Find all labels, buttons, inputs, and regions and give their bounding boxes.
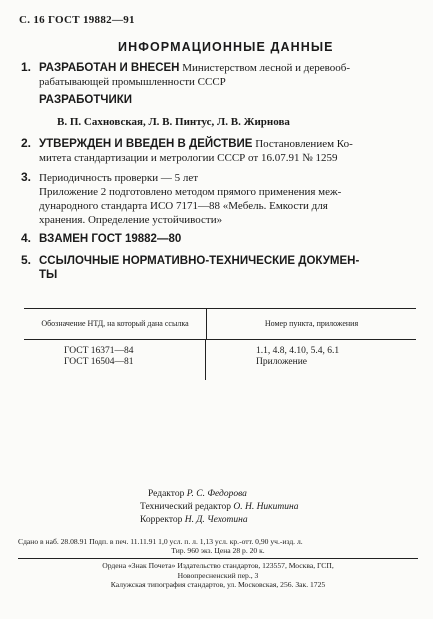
page-title: ИНФОРМАЦИОННЫЕ ДАННЫЕ: [118, 40, 334, 54]
section-3-line-4: хранения. Определение устойчивости»: [39, 214, 223, 226]
section-1-text-2: рабатывающей промышленности СССР: [39, 76, 226, 88]
section-2-text-2: митета стандартизации и метрологии СССР от 16.07.91 № 1259: [39, 152, 338, 164]
section-1-text-1: Министерством лесной и деревооб-: [179, 62, 350, 74]
imprint-block: [18, 537, 418, 590]
imprint-line-5: Калужская типография стандартов, ул. Московская, 256. Зак. 1725: [110, 580, 326, 589]
table-cell-doc: ГОСТ 16371—84: [24, 340, 206, 357]
section-5-heading-cont: ТЫ: [39, 269, 58, 281]
section-2-number: 2.: [21, 136, 32, 150]
imprint-line-3: Ордена «Знак Почета» Издательство стандартов, 123557, Москва, ГСП,: [102, 561, 334, 570]
table-header-ref: Номер пункта, приложения: [264, 319, 359, 328]
tech-editor-label: Технический редактор: [140, 502, 234, 512]
section-5-number: 5.: [21, 253, 32, 267]
table-padding-row: [24, 368, 416, 380]
proofreader-name: Н. Д. Чехотина: [184, 515, 248, 525]
section-3-number: 3.: [21, 170, 32, 184]
section-2-heading: УТВЕРЖДЕН И ВВЕДЕН В ДЕЙСТВИЕ: [39, 138, 253, 150]
developers-heading: РАЗРАБОТЧИКИ: [39, 94, 132, 106]
section-1: [21, 60, 350, 89]
section-1-number: 1.: [21, 60, 32, 74]
table-row: [24, 340, 416, 357]
page-header: С. 16 ГОСТ 19882—91: [19, 14, 135, 26]
developers-names: В. П. Сахновская, Л. В. Пинтус, Л. В. Жирнова: [57, 116, 290, 128]
section-4: [21, 231, 181, 246]
section-4-number: 4.: [21, 231, 32, 245]
editor-name: Р. С. Федорова: [186, 489, 247, 499]
imprint-line-1: Сдано в наб. 28.08.91 Подп. в печ. 11.11.91 1,0 усл. п. л. 1,13 усл. кр.-отт. 0,90 уч.-изд. л.: [18, 537, 303, 546]
section-2-text-1: Постановлением Ко-: [252, 138, 353, 150]
imprint-line-4: Новопресненский пер., 3: [177, 570, 259, 580]
table-header-doc: Обозначение НТД, на который дана ссылка: [24, 309, 207, 339]
table-cell-ref: 1.1, 4.8, 4.10, 5.4, 6.1: [256, 346, 340, 356]
table-cell-ref: Приложение: [256, 357, 307, 367]
editorial-credits: [140, 488, 298, 527]
editor-label: Редактор: [148, 489, 187, 499]
section-3-line-3: дународного стандарта ИСО 7171—88 «Мебель. Емкости для: [39, 200, 328, 212]
section-1-heading: РАЗРАБОТАН И ВНЕСЕН: [39, 62, 180, 74]
table-row: [24, 357, 416, 368]
table-header: [24, 309, 416, 340]
section-4-heading: ВЗАМЕН ГОСТ 19882—80: [39, 233, 182, 245]
section-5-heading: ССЫЛОЧНЫЕ НОРМАТИВНО-ТЕХНИЧЕСКИЕ ДОКУМЕН-: [39, 255, 360, 267]
section-3-line-1: Периодичность проверки — 5 лет: [39, 172, 199, 184]
reference-table: [24, 308, 416, 380]
section-3: [21, 170, 341, 227]
proofreader-label: Корректор: [140, 515, 185, 525]
section-5: [21, 253, 359, 282]
table-cell-doc: ГОСТ 16504—81: [24, 357, 206, 368]
imprint-line-2: Тир. 960 экз. Цена 28 р. 20 к.: [171, 546, 265, 555]
section-2: [21, 136, 353, 165]
imprint-divider: [18, 558, 418, 559]
tech-editor-name: О. Н. Никитина: [233, 502, 299, 512]
section-3-line-2: Приложение 2 подготовлено методом прямого применения меж-: [39, 186, 342, 198]
developers-block: [21, 93, 290, 129]
